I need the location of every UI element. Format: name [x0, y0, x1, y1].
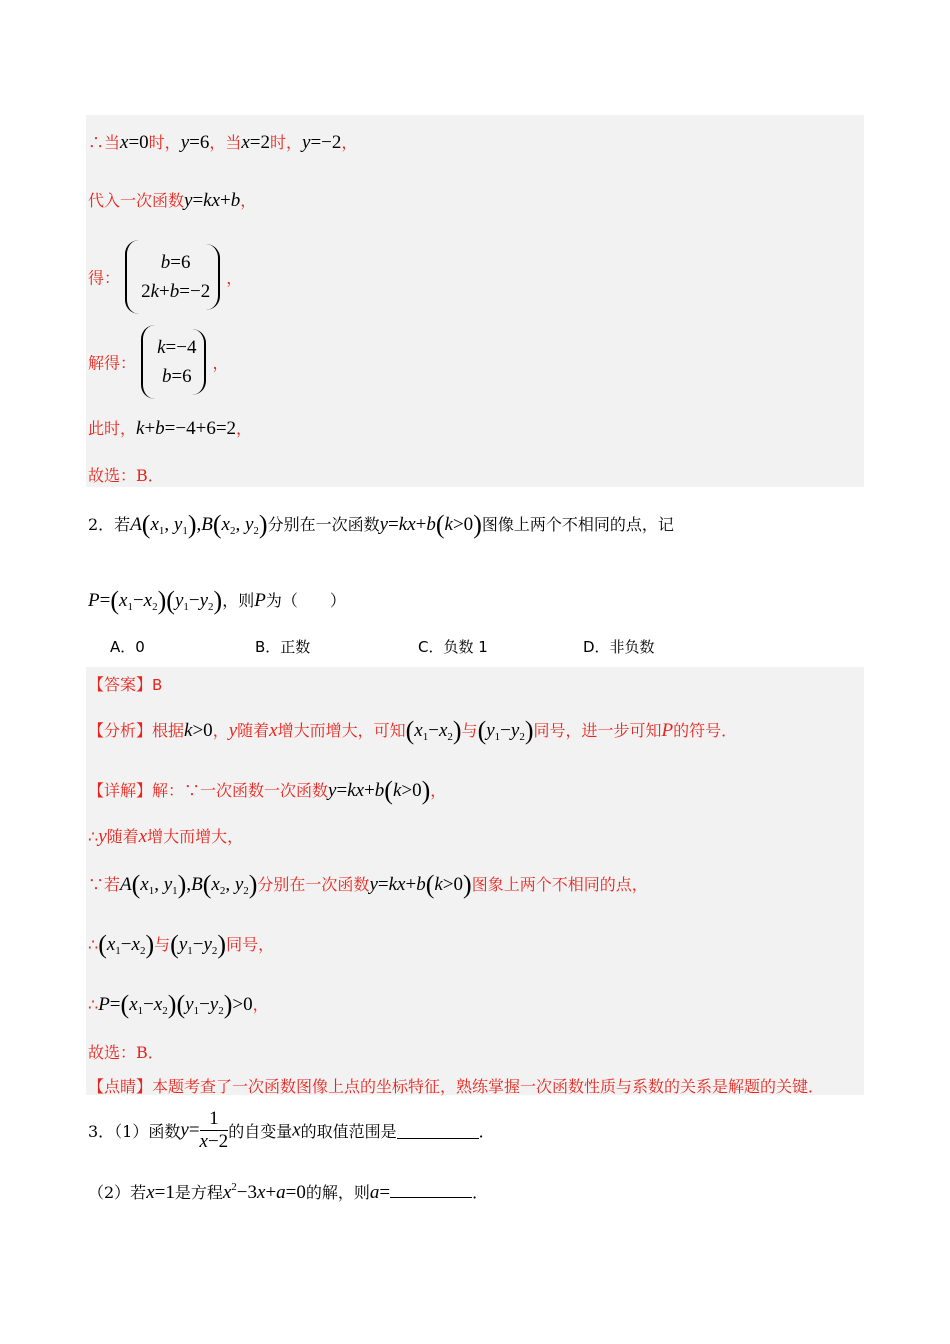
detail-line-4: ∵若$A(x_1$, $y_1),B(x_2$, $y_2$)分别在一次函数y=kx+b(k>0)图象上两个不相同的点，	[88, 870, 648, 899]
detail-line-3: ∴y随着x增大而增大，	[88, 826, 244, 847]
q2-option-a[interactable]: A．0	[110, 638, 145, 656]
q2-option-b[interactable]: B．正数	[255, 638, 311, 656]
fraction: $\frac{1}{x-2}$	[199, 1108, 229, 1152]
q2-line1: 2．若$A(x_1$, $y_1),B(x_2$, $y_2$)分别在一次函数y=kx+b(k>0)图像上两个不相同的点，记	[88, 510, 674, 539]
block1-line6: 故选：B．	[88, 466, 164, 485]
block1-line1: ∴当x=0时，y=6，当x=2时，y=−2，	[88, 132, 358, 153]
detail-line-7: 故选：B．	[88, 1043, 164, 1062]
comment-line: 【点睛】本题考查了一次函数图像上点的坐标特征，熟练掌握一次函数性质与系数的关系是解题的关键．	[88, 1077, 825, 1096]
equation-system-1: b=6 2k+b=−2	[125, 240, 226, 314]
q3-part1: 3．（1）函数y= $\frac{1}{x-2}$ 的自变量x的取值范围是 ．	[88, 1108, 495, 1152]
detail-line-5: $\therefore(x_1-x_2)$与$(y_1-y_2)$同号，	[88, 930, 275, 959]
answer-blank-2[interactable]	[390, 1181, 472, 1198]
q3-part2: （2）若x=1是方程$x^2-3x+a=0$的解，则a= ．	[88, 1181, 489, 1203]
detail-line: 【详解】解：∵一次函数一次函数y=kx+b(k>0)，	[88, 776, 447, 805]
answer-blank-1[interactable]	[397, 1122, 479, 1139]
block1-line5: 此时，k+b=−4+6=2，	[88, 418, 253, 439]
answer-line: 【答案】B	[88, 675, 163, 694]
q2-option-d[interactable]: D．非负数	[583, 638, 655, 656]
detail-line-6: $\therefore P=(x_1-x_2)(y_1-y_2)>0$，	[88, 990, 269, 1019]
block1-line2: 代入一次函数y=kx+b，	[88, 190, 257, 211]
block1-line4: 解得： k=−4 b=6 ，	[88, 325, 229, 399]
analysis-line: 【分析】根据k>0，y随着x增大而增大，可知$(x_1-x_2)$与$(y_1-y_2)$同号，进一步可知P的符号．	[88, 716, 738, 745]
q2-line2: $P=(x_1-x_2)(y_1-y_2)$，则P为（ ）	[88, 586, 346, 615]
q2-option-c[interactable]: C．负数 1	[418, 638, 488, 656]
equation-system-2: k=−4 b=6	[141, 325, 212, 399]
block1-line3: 得： b=6 2k+b=−2 ，	[88, 240, 242, 314]
